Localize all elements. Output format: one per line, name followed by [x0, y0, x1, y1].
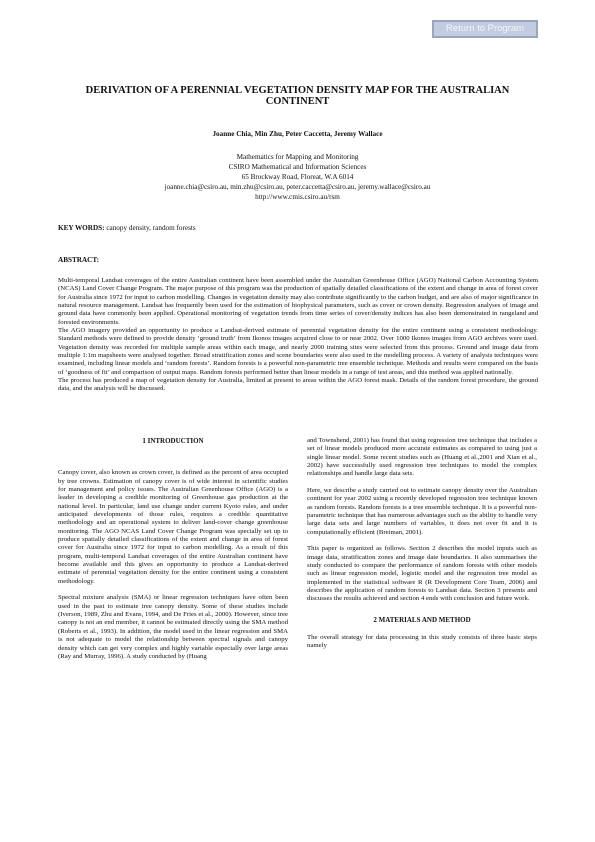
return-to-program-button[interactable]: Return to Program	[432, 20, 538, 38]
abstract	[58, 277, 538, 394]
body-paragraph: Canopy cover, also known as crown cover, is defined as the percent of area occupied by tree crowns. Estimation of canopy cover is of wide interest in scientific studies for management and policy issues. The Australian Greenhouse Office (AGO) is a leader in developing a credible monitoring of Greenhouse gas production at the national level. In particular, land use change under current Kyoto rules, and under anticipated developments of those rules, requires a credible quantitative methodology and an operational system to deliver land-cover change greenhouse monitoring. The AGO NCAS Land Cover Change Program was specially set up to produce spatially detailed classifications of the extent and change in area of forest cover for Australia since 1972 for input to carbon modelling. As a result of this program, multi-temporal Landsat coverages of the entire Australian continent have become available and this gives an opportunity to produce a Landsat-derived estimate of perennial vegetation density for the entire continent using a consistent methodology.	[58, 469, 288, 585]
left-column	[58, 437, 288, 670]
affiliation-emails: joanne.chia@csiro.au, min.zhu@csiro.au, peter.caccetta@csiro.au, jeremy.wallace@csiro.au	[164, 183, 431, 191]
body-paragraph: and Townshend, 2001) has found that using regression tree technique that includes a set of linear models produced more accurate estimates as compared to using just a single linear model. Some recent studies such as (Huang et al.,2001 and Xian et al., 2002) have successfully used regression tree techniques to model the complex relationships and handle large data sets.	[307, 437, 537, 478]
paper-title: DERIVATION OF A PERENNIAL VEGETATION DENSITY MAP FOR THE AUSTRALIAN CONTINENT	[85, 85, 510, 107]
affiliation-line: Mathematics for Mapping and Monitoring	[236, 153, 359, 161]
keywords-label: KEY WORDS:	[58, 224, 105, 232]
body-paragraph: Spectral mixture analysis (SMA) or linear regression techniques have often been used in the past to estimate tree canopy density. Some of these studies include (Iverson, 1989, Zhu and Evans, 1994, and De Fries et al., 2000). However, since tree canopy is not an end member, it cannot be estimated directly using the SMA method (Roberts et al., 1993). In addition, the model used in the linear regression and SMA is not adequate to model the relationship between spectral signals and canopy density which can get very complex and highly variable especially over large areas (Ray and Murray, 1996). A study conducted by (Huang	[58, 594, 288, 660]
affiliation-block	[60, 152, 535, 202]
keywords-text: canopy density, random forests	[106, 224, 196, 232]
abstract-paragraph: The process has produced a map of vegetation density for Australia, limited at present to areas within the AGO forest mask. Details of the random forest procedure, the ground data, and the analysis will be discussed.	[58, 377, 538, 393]
body-paragraph: Here, we describe a study carried out to estimate canopy density over the Australian continent for year 2002 using a recently developed regression tree technique known as random forests. Random forests is a tree ensemble technique. It is a powerful non-parametric technique that has numerous advantages such as the ability to handle very large data sets and large numbers of variables, it does not over fit and it is computationally efficient (Breiman, 2001).	[307, 487, 537, 536]
section-heading-introduction: 1 INTRODUCTION	[142, 437, 204, 445]
right-column	[307, 437, 537, 659]
abstract-paragraph: The AGO imagery provided an opportunity to produce a Landsat-derived estimate of perennial vegetation density for the entire continent using a consistent methodology. Standard methods were defined to provide density ‘ground truth’ from Ikonos images acquired close to or near 2002. Over 1000 Ikonos images from AGO archives were used. Vegetation density was recorded for multiple sample areas within each image, and nearly 2000 training sites were selected from this process. Ground and image data from multiple 1:1m mapsheets were analysed together. Broad stratification zones and scene boundaries were also used in the modelling process. A variety of analysis techniques were examined, including linear models and ‘random forests’. Random forests is a powerful non-parametric tree ensemble technique. Methods and results were compared on the basis of ‘goodness of fit’ and comparison of output maps. Random forests performed better than linear models in a range of test areas, and this method was applied nationally.	[58, 327, 538, 376]
abstract-paragraph: Multi-temporal Landsat coverages of the entire Australian continent have been assembled under the Australian Greenhouse Office (AGO) National Carbon Accounting System (NCAS) Land Cover Change Program. The major purpose of this program was the production of spatially detailed classifications of the extent and change in area of forest cover for Australia since 1972 for input to carbon modelling. Changes in vegetation density may also contribute significantly to the carbon budget, and are also of major significance in natural resource management. Landsat has frequently been used for the estimation of biophysical parameters, such as cover or crown density. Regression analyses of image and ground data have commonly been applied. Operational monitoring of vegetation trends from time series of cover/density indices has also been demonstrated in rangeland and forested environments.	[58, 277, 538, 326]
body-paragraph: The overall strategy for data processing in this study consists of three basic steps namely	[307, 634, 537, 650]
affiliation-url: http://www.cmis.csiro.au/rsm	[255, 193, 340, 201]
keywords	[58, 224, 196, 232]
section-heading-materials: 2 MATERIALS AND METHOD	[373, 615, 471, 624]
affiliation-line: CSIRO Mathematical and Information Sciences	[228, 163, 367, 171]
body-paragraph: This paper is organized as follows. Section 2 describes the model inputs such as image data, stratification zones and image date boundaries. It also summarises the study conducted to compare the performance of random forests with other models such as linear regression model, logistic model and the regression tree model as implemented in the statistical software R (R Development Core Team, 2006) and describes the application of random forests to Landsat data. Section 3 presents and discusses the results achieved and section 4 ends with conclusion and future work.	[307, 545, 537, 603]
affiliation-line: 65 Brockway Road, Floreat, W.A 6014	[241, 173, 354, 181]
paper-authors: Joanne Chia, Min Zhu, Peter Caccetta, Jeremy Wallace	[212, 130, 383, 138]
abstract-heading: ABSTRACT:	[58, 256, 100, 264]
